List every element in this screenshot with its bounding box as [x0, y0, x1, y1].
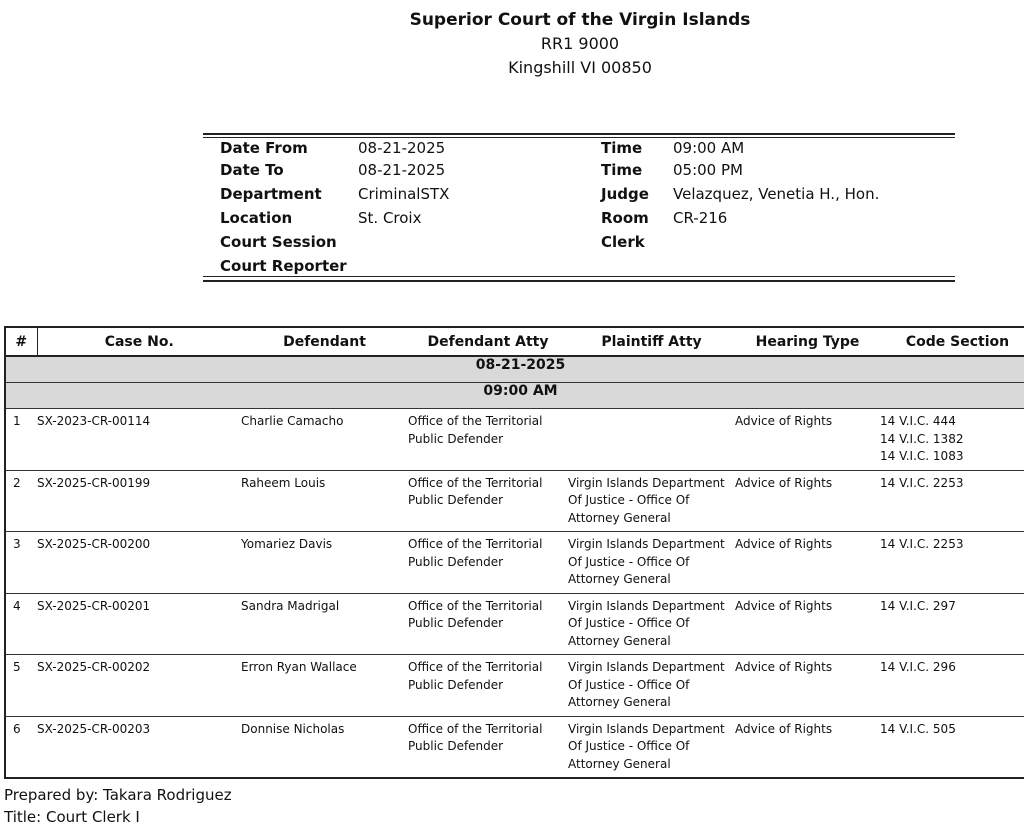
code-section-line: 14 V.I.C. 2253 — [880, 537, 964, 551]
code-section-line: 14 V.I.C. 1382 — [880, 431, 964, 446]
info-top-rule — [203, 133, 955, 135]
info-label-room: Room — [601, 209, 649, 227]
calendar-table — [4, 326, 1024, 779]
row-number: 2 — [5, 470, 37, 532]
court-address-line2: Kingshill VI 00850 — [508, 58, 652, 77]
info-value-room: CR-216 — [673, 209, 728, 227]
court-name: Superior Court of the Virgin Islands — [409, 10, 751, 30]
hearing-type: Advice of Rights — [735, 655, 880, 717]
info-top-rule-inner — [203, 137, 955, 138]
table-row — [5, 532, 1024, 594]
col-header-code-section: Code Section — [880, 327, 1024, 356]
info-label-court-reporter: Court Reporter — [220, 257, 347, 275]
table-row — [5, 655, 1024, 717]
info-label-date-to: Date To — [220, 161, 284, 179]
col-header-hearing-type: Hearing Type — [735, 327, 880, 356]
case-number: SX-2025-CR-00201 — [37, 593, 241, 655]
hearing-type: Advice of Rights — [735, 532, 880, 594]
row-number: 1 — [5, 409, 37, 471]
session-info-box — [203, 133, 955, 281]
info-value-time-end: 05:00 PM — [673, 161, 743, 179]
info-label-date-from: Date From — [220, 139, 308, 157]
code-section — [880, 409, 1024, 471]
defendant-attorney: Office of the Territorial Public Defender — [408, 716, 568, 778]
plaintiff-attorney: Virgin Islands Department Of Justice - Office Of Attorney General — [568, 532, 735, 594]
code-section — [880, 655, 1024, 717]
info-label-clerk: Clerk — [601, 233, 645, 251]
info-label-time-start: Time — [601, 139, 643, 157]
prepared-by: Prepared by: Takara Rodriguez — [4, 786, 232, 804]
plaintiff-attorney: Virgin Islands Department Of Justice - Office Of Attorney General — [568, 470, 735, 532]
date-group-label: 08-21-2025 — [5, 356, 1024, 383]
time-group-label: 09:00 AM — [5, 383, 1024, 409]
defendant-name: Donnise Nicholas — [241, 716, 408, 778]
info-value-date-to: 08-21-2025 — [358, 161, 446, 179]
case-number: SX-2025-CR-00199 — [37, 470, 241, 532]
info-value-judge: Velazquez, Venetia H., Hon. — [673, 185, 880, 203]
court-address-line1: RR1 9000 — [540, 34, 620, 53]
defendant-attorney: Office of the Territorial Public Defender — [408, 655, 568, 717]
code-section-line: 14 V.I.C. 505 — [880, 721, 956, 736]
table-row — [5, 593, 1024, 655]
col-header-defendant: Defendant — [241, 327, 408, 356]
row-number: 6 — [5, 716, 37, 778]
plaintiff-attorney — [568, 409, 735, 471]
code-section-line: 14 V.I.C. 297 — [880, 598, 956, 613]
info-bottom-rule — [203, 280, 955, 282]
case-number: SX-2025-CR-00203 — [37, 716, 241, 778]
info-value-department: CriminalSTX — [358, 185, 450, 203]
code-section-line: 14 V.I.C. 2253 — [880, 475, 964, 490]
code-section — [880, 593, 1024, 655]
info-label-location: Location — [220, 209, 293, 227]
plaintiff-attorney: Virgin Islands Department Of Justice - Office Of Attorney General — [568, 655, 735, 717]
date-group-row — [5, 356, 1024, 383]
info-label-department: Department — [220, 185, 322, 203]
hearing-type: Advice of Rights — [735, 470, 880, 532]
row-number: 5 — [5, 655, 37, 717]
defendant-name: Charlie Camacho — [241, 409, 408, 471]
report-footer — [4, 784, 232, 828]
case-number: SX-2025-CR-00202 — [37, 655, 241, 717]
info-value-date-from: 08-21-2025 — [358, 139, 446, 157]
plaintiff-attorney: Virgin Islands Department Of Justice - Office Of Attorney General — [568, 593, 735, 655]
code-section — [880, 716, 1024, 778]
preparer-title: Title: Court Clerk I — [4, 808, 140, 826]
code-section-line: 14 V.I.C. 444 — [880, 414, 956, 428]
code-section — [880, 532, 1024, 594]
defendant-attorney: Office of the Territorial Public Defender — [408, 409, 568, 471]
defendant-name: Raheem Louis — [241, 470, 408, 532]
col-header-case-no: Case No. — [37, 327, 241, 356]
info-bottom-rule-inner — [203, 276, 955, 277]
row-number: 3 — [5, 532, 37, 594]
col-header-plaintiff-atty: Plaintiff Atty — [568, 327, 735, 356]
defendant-name: Yomariez Davis — [241, 532, 408, 594]
code-section-line: 14 V.I.C. 296 — [880, 660, 956, 674]
info-label-time-end: Time — [601, 161, 643, 179]
defendant-name: Erron Ryan Wallace — [241, 655, 408, 717]
hearing-type: Advice of Rights — [735, 593, 880, 655]
defendant-attorney: Office of the Territorial Public Defender — [408, 470, 568, 532]
info-value-time-start: 09:00 AM — [673, 139, 745, 157]
info-label-judge: Judge — [601, 185, 649, 203]
time-group-row — [5, 383, 1024, 409]
table-row — [5, 716, 1024, 778]
defendant-attorney: Office of the Territorial Public Defender — [408, 593, 568, 655]
info-value-location: St. Croix — [358, 209, 422, 227]
code-section — [880, 470, 1024, 532]
defendant-attorney: Office of the Territorial Public Defender — [408, 532, 568, 594]
col-header-defendant-atty: Defendant Atty — [408, 327, 568, 356]
case-number: SX-2023-CR-00114 — [37, 409, 241, 471]
info-label-court-session: Court Session — [220, 233, 337, 251]
code-section-line: 14 V.I.C. 1083 — [880, 449, 964, 463]
table-header-row — [5, 327, 1024, 356]
court-header — [0, 8, 1024, 80]
table-row — [5, 470, 1024, 532]
row-number: 4 — [5, 593, 37, 655]
hearing-type: Advice of Rights — [735, 716, 880, 778]
case-number: SX-2025-CR-00200 — [37, 532, 241, 594]
plaintiff-attorney: Virgin Islands Department Of Justice - Office Of Attorney General — [568, 716, 735, 778]
col-header-number: # — [5, 327, 37, 356]
table-row — [5, 409, 1024, 471]
hearing-type: Advice of Rights — [735, 409, 880, 471]
defendant-name: Sandra Madrigal — [241, 593, 408, 655]
